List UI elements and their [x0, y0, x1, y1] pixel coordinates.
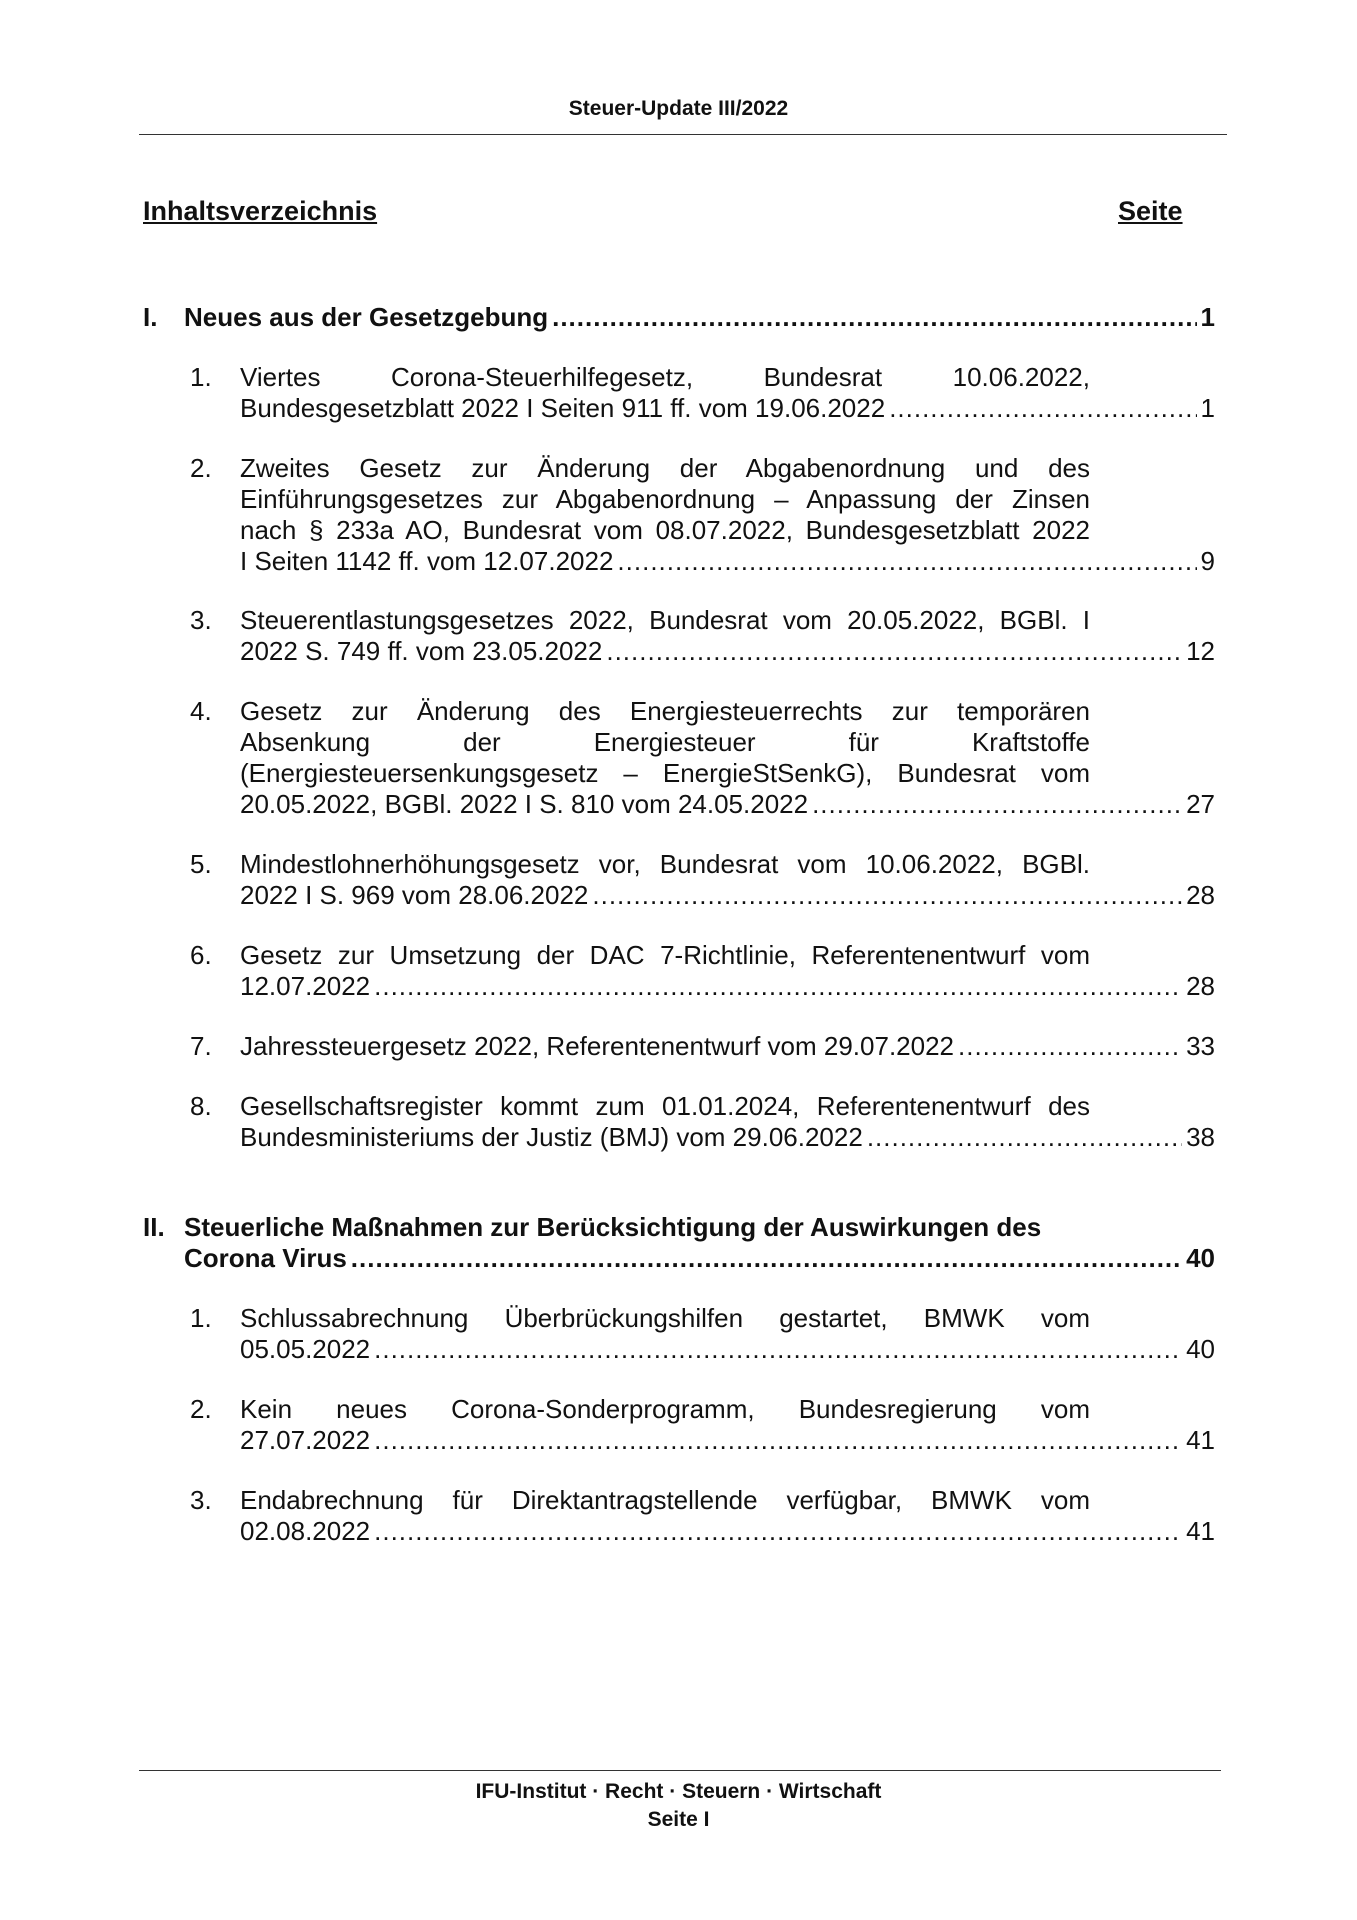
dot-leader [617, 546, 1196, 577]
entry-number: 4. [190, 696, 212, 726]
page-number: 1 [1200, 393, 1215, 423]
dot-leader [374, 1516, 1182, 1547]
entry-text-line: Gesetz zur Änderung des Energiesteuerrechts zur temporären [240, 696, 1090, 726]
footer-institute: IFU-Institut · Recht · Steuern · Wirtschaft [475, 1780, 882, 1803]
page-number: 41 [1186, 1425, 1215, 1455]
page-number: 12 [1186, 636, 1215, 666]
page-number: 41 [1186, 1516, 1215, 1546]
entry-last-line [240, 393, 1215, 424]
entry-text-line: Einführungsgesetzes zur Abgabenordnung – Anpassung der Zinsen [240, 484, 1090, 514]
entry-text: 02.08.2022 [240, 1516, 371, 1546]
entry-last-line [240, 1425, 1215, 1456]
entry-text-line: Viertes Corona-Steuerhilfegesetz, Bundesrat 10.06.2022, [240, 362, 1090, 392]
page-number: 28 [1186, 880, 1215, 910]
entry-text-line: Mindestlohnerhöhungsgesetz vor, Bundesrat vom 10.06.2022, BGBl. [240, 849, 1090, 879]
entry-number: 2. [190, 1394, 212, 1424]
dot-leader [374, 1425, 1182, 1456]
entry-number: 3. [190, 605, 212, 635]
footer-rule [139, 1770, 1221, 1771]
entry-last-line [240, 546, 1215, 577]
entry-last-line [240, 1031, 1215, 1062]
entry-text-line: Gesellschaftsregister kommt zum 01.01.2024, Referentenentwurf des [240, 1091, 1090, 1121]
entry-text-line: (Energiesteuersenkungsgesetz – EnergieStSenkG), Bundesrat vom [240, 758, 1090, 788]
dot-leader [958, 1031, 1182, 1062]
page-number: 28 [1186, 971, 1215, 1001]
toc-heading: Inhaltsverzeichnis [143, 196, 378, 226]
entry-number: 5. [190, 849, 212, 879]
entry-number: 6. [190, 940, 212, 970]
entry-last-line [240, 1122, 1215, 1153]
section-title: Corona Virus [184, 1243, 347, 1273]
dot-leader [374, 1334, 1182, 1365]
page-number: 27 [1186, 789, 1215, 819]
entry-number: 3. [190, 1485, 212, 1515]
page-number: 40 [1186, 1243, 1215, 1273]
entry-text: Jahressteuergesetz 2022, Referentenentwurf vom 29.07.2022 [240, 1031, 955, 1061]
entry-number: 1. [190, 362, 212, 392]
page-number: 38 [1186, 1122, 1215, 1152]
entry-text: Bundesministeriums der Justiz (BMJ) vom 29.06.2022 [240, 1122, 863, 1152]
entry-number: 7. [190, 1031, 212, 1061]
entry-text-line: Steuerentlastungsgesetzes 2022, Bundesrat vom 20.05.2022, BGBl. I [240, 605, 1090, 635]
dot-leader [552, 302, 1196, 333]
entry-last-line [240, 636, 1215, 667]
page-number: 40 [1186, 1334, 1215, 1364]
page-number: 33 [1186, 1031, 1215, 1061]
dot-leader [374, 971, 1182, 1002]
entry-last-line [240, 971, 1215, 1002]
footer-page-label: Seite I [647, 1808, 710, 1831]
page-number: 9 [1200, 546, 1215, 576]
entry-text: Bundesgesetzblatt 2022 I Seiten 911 ff. vom 19.06.2022 [240, 393, 886, 423]
entry-number: 1. [190, 1303, 212, 1333]
entry-last-line [240, 1334, 1215, 1365]
entry-number: 8. [190, 1091, 212, 1121]
section-number: II. [143, 1212, 165, 1242]
section-title-line [184, 302, 1215, 333]
dot-leader [889, 393, 1196, 424]
entry-text: 12.07.2022 [240, 971, 371, 1001]
entry-text-line: nach § 233a AO, Bundesrat vom 08.07.2022, Bundesgesetzblatt 2022 [240, 515, 1090, 545]
entry-text: 27.07.2022 [240, 1425, 371, 1455]
page-number: 1 [1200, 302, 1215, 332]
section-title-last-line [184, 1243, 1215, 1274]
page-column-heading: Seite [1118, 196, 1183, 226]
entry-text: 05.05.2022 [240, 1334, 371, 1364]
entry-text-line: Endabrechnung für Direktantragstellende verfügbar, BMWK vom [240, 1485, 1090, 1515]
header-rule [139, 134, 1227, 135]
dot-leader [606, 636, 1182, 667]
section-title: Neues aus der Gesetzgebung [184, 302, 549, 332]
entry-last-line [240, 789, 1215, 820]
entry-text-line: Zweites Gesetz zur Änderung der Abgabenordnung und des [240, 453, 1090, 483]
running-header: Steuer-Update III/2022 [568, 97, 789, 120]
entry-text: 2022 I S. 969 vom 28.06.2022 [240, 880, 589, 910]
dot-leader [867, 1122, 1182, 1153]
entry-text-line: Schlussabrechnung Überbrückungshilfen gestartet, BMWK vom [240, 1303, 1090, 1333]
entry-text: 20.05.2022, BGBl. 2022 I S. 810 vom 24.05.2022 [240, 789, 809, 819]
section-title-line: Steuerliche Maßnahmen zur Berücksichtigung der Auswirkungen des [184, 1212, 1042, 1242]
dot-leader [351, 1243, 1182, 1274]
entry-last-line [240, 880, 1215, 911]
entry-text-line: Gesetz zur Umsetzung der DAC 7-Richtlinie, Referentenentwurf vom [240, 940, 1090, 970]
entry-number: 2. [190, 453, 212, 483]
dot-leader [812, 789, 1182, 820]
entry-text-line: Absenkung der Energiesteuer für Kraftstoffe [240, 727, 1090, 757]
entry-text: I Seiten 1142 ff. vom 12.07.2022 [240, 546, 614, 576]
section-number: I. [143, 302, 158, 332]
entry-last-line [240, 1516, 1215, 1547]
entry-text: 2022 S. 749 ff. vom 23.05.2022 [240, 636, 603, 666]
entry-text-line: Kein neues Corona-Sonderprogramm, Bundesregierung vom [240, 1394, 1090, 1424]
dot-leader [592, 880, 1182, 911]
